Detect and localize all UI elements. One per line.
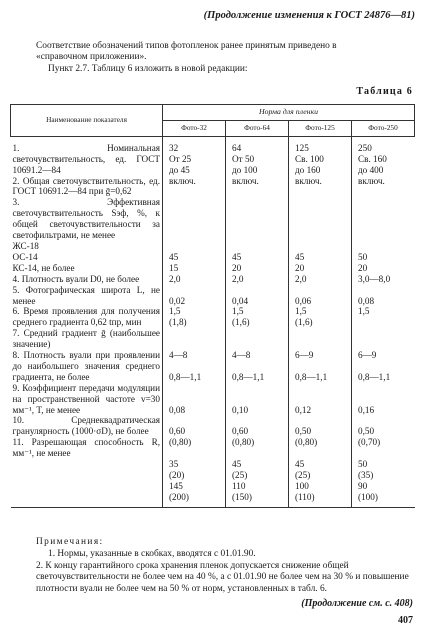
notes-block [22,537,414,596]
value-cell: 125 Св. 100 до 160 включ. 45 20 2,0 0,06 1,5 (1,6) 6—9 0,8—1,1 0,12 0,50 (0,80) 45 (25) 100 (110) [289,136,352,507]
continuation-footer: (Продолжение см. с. 408) [301,598,413,609]
indicator-cell: 1. Номинальная светочувствительность, ед. ГОСТ 10691.2—84 2. Общая светочувствительность, ед. ГОСТ 10691.2—84 при ḡ=0,62 3. Эффективная светочувствительность Sэф, %, к общей светочувствительности за светофильтрами, не менее ЖС-18 ОС-14 КС-14, не более 4. Плотность вуали D0, не более 5. Фотографическая широта L, не менее 6. Время проявления для получения среднего градиента 0,62 tпр, мин 7. Средний градиент ḡ (наибольшее значение) 8. Плотность вуали при проявлении до наибольшего значения среднего градиента, не более 9. Коэффициент передачи модуляции на пространственной частоте v=30 мм⁻¹, T, не менее 10. Среднеквадратическая гранулярность (1000·σD), не более 11. Разрешающая способность R, мм⁻¹, не менее [11,136,163,507]
column-header-foto32: Фото-32 [163,120,226,136]
notes-title: Примечания: [36,537,104,547]
note-item: 2. К концу гарантийного срока хранения пленок допускается снижение общей светочувствительности не более чем на 40 %, а с 01.01.90 не более чем на 30 % и повышение плотности вуали не более чем на 50 % от норм, установленных в табл. 6. [36,560,409,595]
value-cell: 32 От 25 до 45 включ. 45 15 2,0 0,02 1,5 (1,8) 4—8 0,8—1,1 0,08 0,60 (0,80) 35 (20) 145 (200) [163,136,226,507]
note-item: 1. Нормы, указанные в скобках, вводятся с 01.01.90. [48,548,256,559]
column-header-foto125: Фото-125 [289,120,352,136]
value-cell: 64 От 50 до 100 включ. 45 20 2,0 0,04 1,5 (1,6) 4—8 0,8—1,1 0,10 0,60 (0,80) 45 (25) 110 (150) [226,136,289,507]
paragraph-line: Соответствие обозначений типов фотопленок ранее принятым приведено в [36,41,337,51]
group-header: Норма для пленки [163,105,415,121]
continuation-header: (Продолжение изменения к ГОСТ 24876—81) [203,10,415,21]
paragraph-clause: Пункт 2.7. Таблицу 6 изложить в новой редакции: [48,64,248,74]
table-caption: Таблица 6 [356,86,413,97]
page-number: 407 [398,615,413,626]
column-header-foto250: Фото-250 [352,120,415,136]
column-header-indicator: Наименование показателя [11,105,163,137]
paragraph-line: «справочном приложении». [36,52,147,62]
table-row [11,136,415,507]
norms-table [10,104,415,508]
value-cell: 250 Св. 160 до 400 включ. 50 20 3,0—8,0 0,08 1,5 6—9 0,8—1,1 0,16 0,50 (0,70) 50 (35) 90 (100) [352,136,415,507]
column-header-foto64: Фото-64 [226,120,289,136]
